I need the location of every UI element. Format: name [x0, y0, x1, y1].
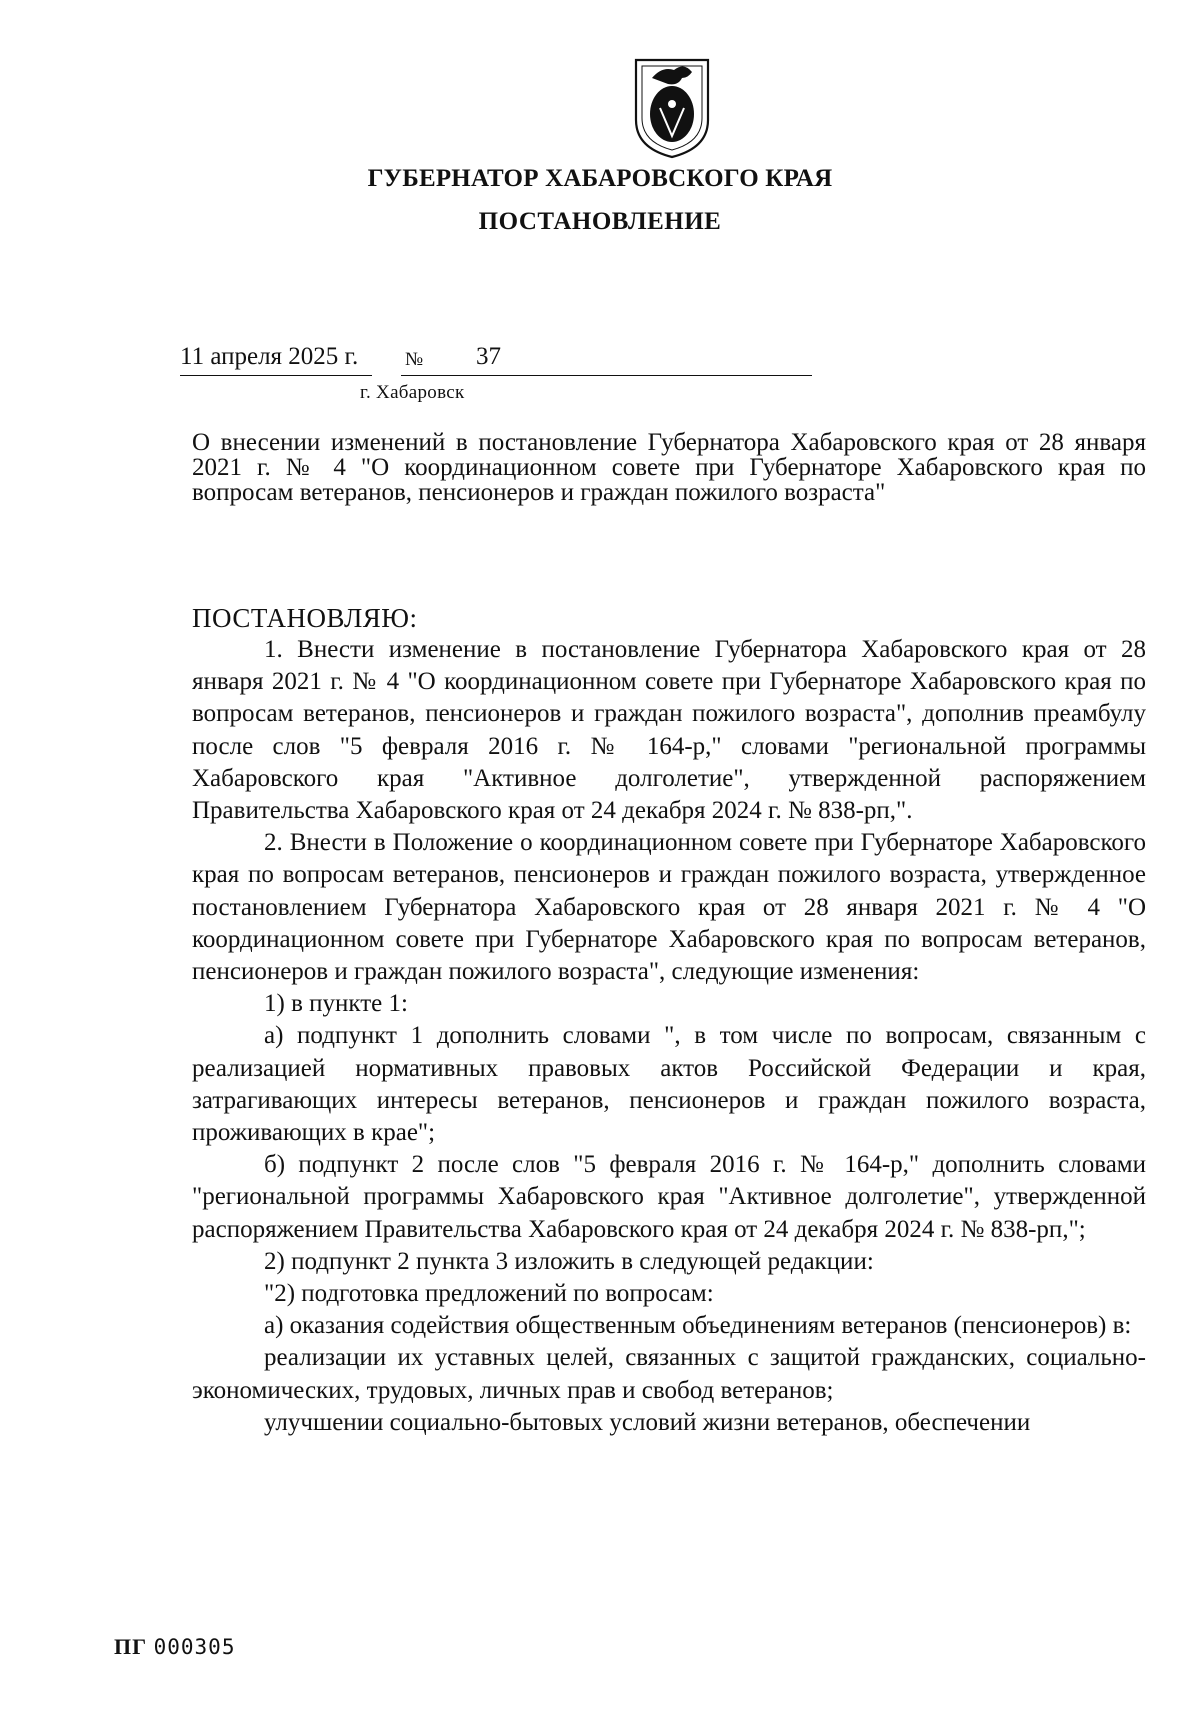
document-body [192, 634, 1146, 1439]
paragraph: а) подпункт 1 дополнить словами ", в том числе по вопросам, связанным с реализацией нормативных правовых актов Российской Федерации и края, затрагивающих интересы ветеранов, пенсионеров и граждан пожилого возраста, проживающих в крае"; [192, 1022, 1146, 1147]
paragraph: б) подпункт 2 после слов "5 февраля 2016 г. № 164-р," дополнить словами "региональной программы Хабаровского края "Активное долголетие", утвержденной распоряжением Правительства Хабаровского края от 24 декабря 2024 г. № 838-рп,"; [192, 1151, 1146, 1243]
decree-word: ПОСТАНОВЛЯЮ: [192, 603, 418, 633]
document-number: 37 [476, 343, 501, 370]
paragraph: 2) подпункт 2 пункта 3 изложить в следующей редакции: [264, 1247, 874, 1275]
number-sign: № [405, 349, 424, 370]
document-type-title: ПОСТАНОВЛЕНИЕ [478, 208, 722, 235]
form-serial-number [114, 1634, 235, 1660]
date-underline [180, 375, 372, 376]
form-number: 000305 [153, 1635, 236, 1659]
paragraph: а) оказания содействия общественным объединениям ветеранов (пенсионеров) в: [264, 1312, 1132, 1340]
paragraph: 2. Внести в Положение о координационном совете при Губернаторе Хабаровского края по вопросам ветеранов, пенсионеров и граждан пожилого возраста, утвержденное постановлением Губернатора Хабаровского края от 28 января 2021 г. № 4 "О координационном совете при Губернаторе Хабаровского края по вопросам ветеранов, пенсионеров и граждан пожилого возраста", следующие изменения: [192, 829, 1146, 986]
paragraph: 1. Внести изменение в постановление Губернатора Хабаровского края от 28 января 2021 г. № 4 "О координационном совете при Губернаторе Хабаровского края по вопросам ветеранов, пенсионеров и граждан пожилого возраста", дополнив преамбулу после слов "5 февраля 2016 г. № 164-р," словами "региональной программы Хабаровского края "Активное долголетие", утвержденной распоряжением Правительства Хабаровского края от 24 декабря 2024 г. № 838-рп,". [192, 636, 1146, 825]
date-number-line [180, 343, 660, 379]
coat-of-arms-emblem [632, 56, 712, 160]
document-date: 11 апреля 2025 г. [180, 343, 359, 370]
paragraph: улучшении социально-бытовых условий жизни ветеранов, обеспечении [264, 1408, 1031, 1436]
form-series: ПГ [114, 1634, 148, 1659]
issuer-title: ГУБЕРНАТОР ХАБАРОВСКОГО КРАЯ [367, 165, 833, 192]
document-subject: О внесении изменений в постановление Губернатора Хабаровского края от 28 января 2021 г. № 4 "О координационном совете при Губернаторе Хабаровского края по вопросам ветеранов, пенсионеров и граждан пожилого возраста" [192, 429, 1146, 506]
paragraph: реализации их уставных целей, связанных с защитой гражданских, социально-экономических, трудовых, личных прав и свобод ветеранов; [192, 1344, 1146, 1404]
issue-city: г. Хабаровск [360, 382, 465, 403]
paragraph: "2) подготовка предложений по вопросам: [264, 1280, 714, 1308]
number-underline [401, 375, 812, 376]
paragraph: 1) в пункте 1: [264, 990, 408, 1018]
